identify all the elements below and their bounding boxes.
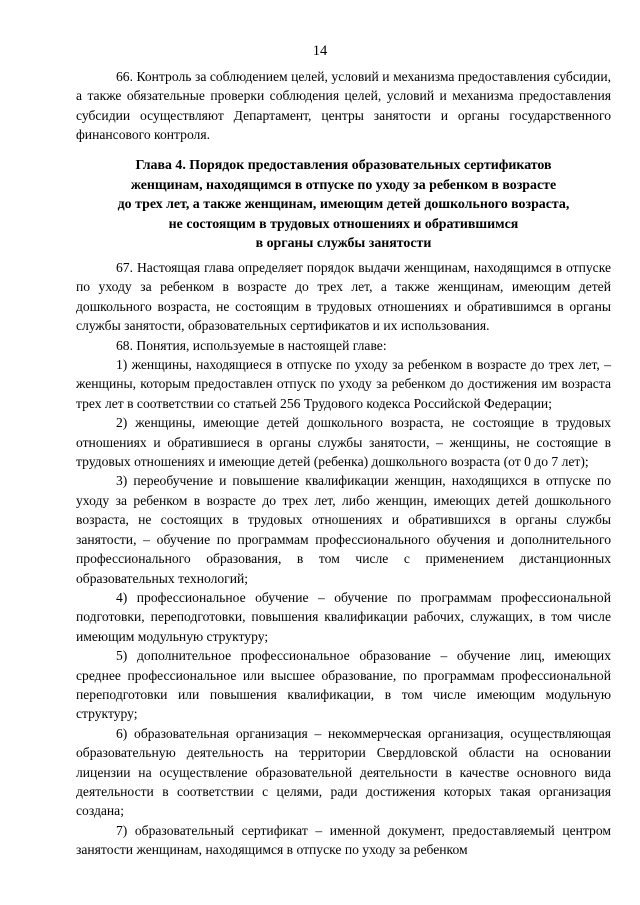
chapter-title-line: Глава 4. Порядок предоставления образовательных сертификатов [135,158,552,173]
chapter-4-body [76,258,611,860]
page-number: 14 [312,43,328,59]
chapter-title-line: в органы службы занятости [255,236,432,252]
section-66 [76,67,611,145]
definition-item-1: 1) женщины, находящиеся в отпуске по уходу за ребенком в возрасте до трех лет, – женщины, которым предоставлен отпуск по уходу за ребенком до достижения им возраста трех лет в соответствии со статьей 256 Трудового кодекса Российской Федерации; [76,357,611,411]
definition-item-5: 5) дополнительное профессиональное образование – обучение лиц, имеющих среднее профессиональное или высшее образование, по программам профессиональной переподготовки или повышения квалификации, в том числе имеющим модульную структуру; [76,648,611,722]
chapter-title-line: до трех лет, а также женщинам, имеющим детей дошкольного возраста, [117,197,570,213]
definition-item-6: 6) образовательная организация – некоммерческая организация, осуществляющая образовательную деятельность на территории Свердловской области на основании лицензии на осуществление образовательной деятельности в качестве основного вида деятельности в соответствии с целями, ради достижения которых такая организация создана; [76,725,611,819]
definition-item-7: 7) образовательный сертификат – именной документ, предоставляемый центром занятости женщинам, находящимся в отпуске по уходу за ребенком [76,822,611,858]
paragraph-68: 68. Понятия, используемые в настоящей главе: [116,337,387,353]
chapter-4-heading [76,156,611,254]
paragraph-67: 67. Настоящая глава определяет порядок выдачи женщинам, находящимся в отпуске по уходу за ребенком в возрасте до трех лет, а также женщинам, имеющим детей дошкольного возраста, не состоящим в трудовых отношениях и обратившимся в органы службы занятости, образовательных сертификатов и их использования. [76,260,611,334]
definition-item-2: 2) женщины, имеющие детей дошкольного возраста, не состоящие в трудовых отношениях и обратившиеся в органы службы занятости, – женщины, не состоящие в трудовых отношениях и имеющие детей (ребенка) дошкольного возраста (от 0 до 7 лет); [76,415,611,470]
paragraph-66: 66. Контроль за соблюдением целей, условий и механизма предоставления субсидии, а также обязательные проверки соблюдения целей, условий и механизма предоставления субсидии осуществляют Департамент, центры занятости и органы государственного финансового контроля. [76,69,611,143]
chapter-title-line: не состоящим в трудовых отношениях и обратившимся [168,216,519,232]
chapter-title-line: женщинам, находящимся в отпуске по уходу за ребенком в возрасте [130,177,557,193]
definition-item-3: 3) переобучение и повышение квалификации женщин, находящихся в отпуске по уходу за ребенком в возрасте до трех лет, либо женщин, имеющих детей дошкольного возраста, не состоящих в трудовых отношениях и обратившихся в органы службы занятости, – обучение по программам профессионального обучения и дополнительного профессионального образования, в том числе с применением дистанционных образовательных технологий; [76,473,611,586]
definition-item-4: 4) профессиональное обучение – обучение по программам профессиональной подготовки, переподготовки, повышения квалификации рабочих, служащих, в том числе имеющим модульную структуру; [76,589,611,644]
